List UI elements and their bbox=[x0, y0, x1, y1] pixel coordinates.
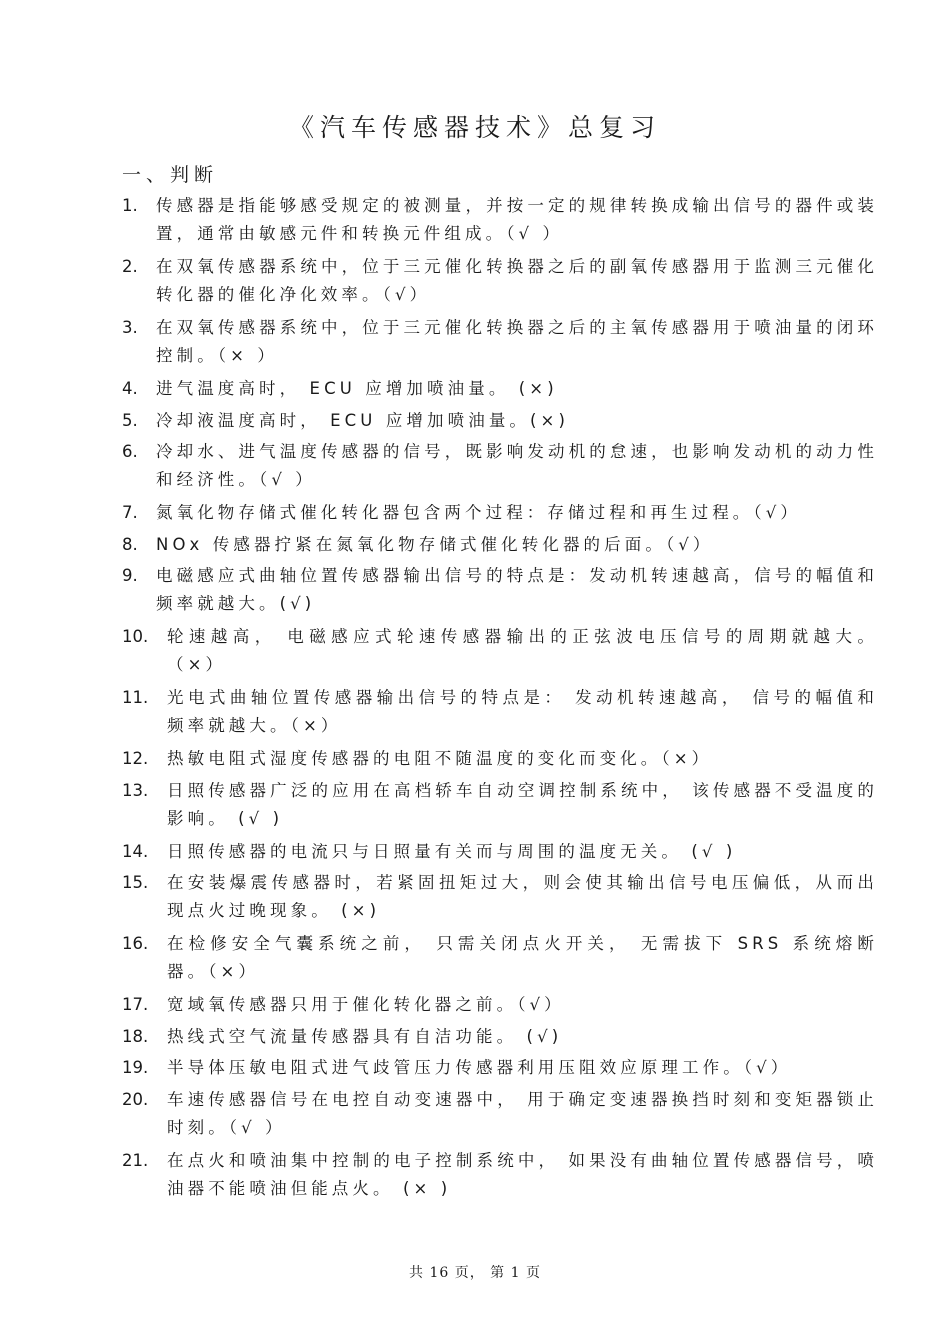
list-item bbox=[122, 869, 878, 925]
list-item bbox=[122, 499, 878, 527]
list-item bbox=[122, 407, 878, 435]
list-item bbox=[122, 192, 878, 248]
item-number: 7. bbox=[122, 503, 138, 522]
item-number: 8. bbox=[122, 534, 138, 554]
item-number: 14. bbox=[122, 841, 149, 861]
item-number: 2. bbox=[122, 257, 138, 276]
list-item bbox=[122, 777, 878, 833]
item-text: 半导体压敏电阻式进气歧管压力传感器利用压阻效应原理工作。（√） bbox=[167, 1058, 792, 1077]
item-number: 11. bbox=[122, 688, 149, 707]
item-text: 电磁感应式曲轴位置传感器输出信号的特点是：发动机转速越高，信号的幅值和频率就越大。(√) bbox=[156, 566, 878, 613]
item-text: 日照传感器广泛的应用在高档轿车自动空调控制系统中， 该传感器不受温度的影响。 (√ ) bbox=[167, 780, 878, 828]
item-text: 在双氧传感器系统中，位于三元催化转换器之后的副氧传感器用于监测三元催化转化器的催化净化效率。（√） bbox=[156, 257, 878, 304]
list-item bbox=[122, 375, 878, 403]
item-text: 冷却水、进气温度传感器的信号，既影响发动机的怠速，也影响发动机的动力性和经济性。（√ ） bbox=[156, 442, 878, 489]
item-text: 传感器是指能够感受规定的被测量，并按一定的规律转换成输出信号的器件或装置，通常由敏感元件和转换元件组成。（√ ） bbox=[156, 196, 878, 243]
item-number: 15. bbox=[122, 873, 149, 892]
item-number: 18. bbox=[122, 1026, 149, 1046]
item-number: 21. bbox=[122, 1150, 149, 1170]
item-number: 13. bbox=[122, 780, 149, 800]
section-heading: 一、判断 bbox=[122, 164, 219, 186]
item-number: 5. bbox=[122, 410, 138, 430]
item-text: 热线式空气流量传感器具有自洁功能。 (√) bbox=[167, 1026, 563, 1046]
list-item bbox=[122, 438, 878, 494]
item-number: 19. bbox=[122, 1058, 149, 1077]
item-number: 1. bbox=[122, 196, 138, 215]
item-text: 氮氧化物存储式催化转化器包含两个过程：存储过程和再生过程。（√） bbox=[156, 503, 801, 522]
item-text: 在双氧传感器系统中，位于三元催化转换器之后的主氧传感器用于喷油量的闭环控制。（× ） bbox=[156, 318, 878, 365]
list-item bbox=[122, 314, 878, 370]
item-number: 4. bbox=[122, 379, 138, 398]
item-number: 12. bbox=[122, 749, 149, 768]
question-list bbox=[122, 192, 878, 1208]
item-text: 进气温度高时， ECU 应增加喷油量。 (×) bbox=[156, 379, 558, 398]
list-item bbox=[122, 838, 878, 866]
item-text: 宽域氧传感器只用于催化转化器之前。（√） bbox=[167, 995, 565, 1014]
list-item bbox=[122, 531, 878, 559]
list-item bbox=[122, 684, 878, 740]
item-text: 热敏电阻式湿度传感器的电阻不随温度的变化而变化。（×） bbox=[167, 749, 713, 768]
list-item bbox=[122, 930, 878, 986]
list-item bbox=[122, 745, 878, 773]
list-item bbox=[122, 1054, 878, 1082]
item-text: 冷却液温度高时， ECU 应增加喷油量。(×) bbox=[156, 410, 570, 430]
list-item bbox=[122, 623, 878, 679]
item-number: 9. bbox=[122, 566, 138, 585]
item-number: 16. bbox=[122, 934, 149, 953]
item-number: 20. bbox=[122, 1089, 149, 1109]
item-number: 17. bbox=[122, 995, 149, 1014]
item-number: 3. bbox=[122, 318, 138, 337]
item-text: 光电式曲轴位置传感器输出信号的特点是： 发动机转速越高， 信号的幅值和频率就越大。（×） bbox=[167, 688, 878, 735]
item-text: 日照传感器的电流只与日照量有关而与周围的温度无关。 (√ ) bbox=[167, 841, 737, 861]
list-item bbox=[122, 1147, 878, 1203]
page-footer: 共 16 页， 第 1 页 bbox=[409, 1265, 541, 1281]
item-text: 车速传感器信号在电控自动变速器中， 用于确定变速器换挡时刻和变矩器锁止时刻。（√ ） bbox=[167, 1089, 878, 1137]
item-number: 6. bbox=[122, 442, 138, 461]
list-item bbox=[122, 562, 878, 618]
document-title: 《汽车传感器技术》总复习 bbox=[288, 113, 661, 142]
list-item bbox=[122, 991, 878, 1019]
list-item bbox=[122, 253, 878, 309]
item-text: 轮速越高， 电磁感应式轮速传感器输出的正弦波电压信号的周期就越大。（×） bbox=[167, 627, 878, 674]
item-text: 在点火和喷油集中控制的电子控制系统中， 如果没有曲轴位置传感器信号，喷油器不能喷油但能点火。 (× ) bbox=[167, 1150, 878, 1198]
item-text: 在安装爆震传感器时，若紧固扭矩过大，则会使其输出信号电压偏低，从而出现点火过晚现象。 (×) bbox=[167, 873, 878, 920]
list-item bbox=[122, 1086, 878, 1142]
item-number: 10. bbox=[122, 627, 149, 646]
item-text: 在检修安全气囊系统之前， 只需关闭点火开关， 无需拔下 SRS 系统熔断器。（×） bbox=[167, 934, 878, 981]
item-text: NOx 传感器拧紧在氮氧化物存储式催化转化器的后面。（√） bbox=[156, 534, 714, 554]
list-item bbox=[122, 1023, 878, 1051]
